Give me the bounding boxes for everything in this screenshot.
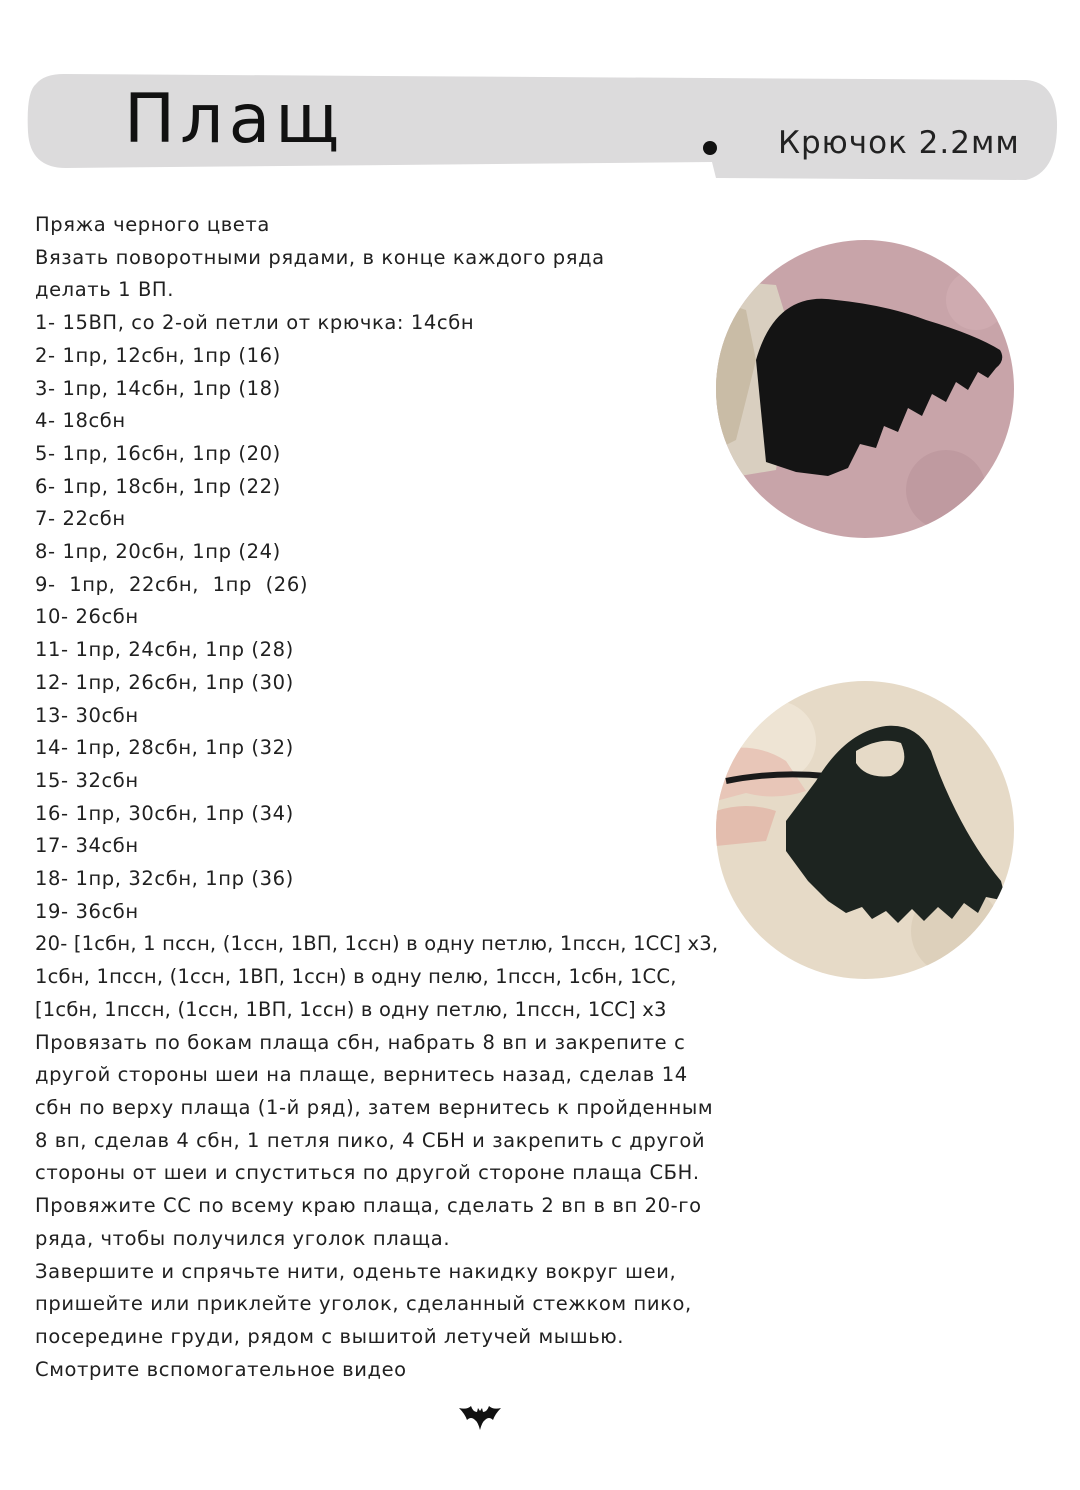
instructions: [35, 209, 719, 1386]
intro-line: Пряжа черного цвета: [35, 213, 270, 236]
row-line: 12- 1пр, 26сбн, 1пр (30): [35, 670, 294, 694]
assembly-paragraph: Завершите и спрячьте нити, оденьте накидку вокруг шеи, пришейте или приклейте уголок, сделанный стежком пико, посередине груди, рядом с вышитой летучей мышью.: [35, 1259, 692, 1348]
row-line: 20- [1сбн, 1 пссн, (1ссн, 1ВП, 1ссн) в одну петлю, 1пссн, 1СС] х3,: [35, 932, 719, 956]
row-line: 1сбн, 1пссн, (1ссн, 1ВП, 1ссн) в одну пелю, 1пссн, 1сбн, 1СС,: [35, 965, 677, 989]
row-line: 7- 22сбн: [35, 507, 126, 531]
row-line: 13- 30сбн: [35, 703, 139, 727]
row-line: 17- 34сбн: [35, 834, 139, 858]
row-line: 10- 26сбн: [35, 605, 139, 629]
row-line: 11- 1пр, 24сбн, 1пр (28): [35, 638, 294, 662]
row-line: 1- 15ВП, со 2-ой петли от крючка: 14сбн: [35, 311, 475, 335]
cape-photo-held: [716, 681, 1014, 979]
row-line: 9- 1пр, 22сбн, 1пр (26): [35, 572, 309, 596]
row-line: 15- 32сбн: [35, 768, 139, 792]
row-line: 19- 36сбн: [35, 899, 139, 923]
cape-photo-flat: [716, 240, 1014, 538]
row-line: 3- 1пр, 14сбн, 1пр (18): [35, 376, 281, 400]
row-line: 14- 1пр, 28сбн, 1пр (32): [35, 736, 294, 760]
page-title: Плащ: [124, 80, 345, 159]
row-line: 18- 1пр, 32сбн, 1пр (36): [35, 867, 294, 891]
video-note: Смотрите вспомогательное видео: [35, 1357, 407, 1381]
row-line: 8- 1пр, 20сбн, 1пр (24): [35, 540, 281, 564]
row-line: [1сбн, 1пссн, (1ссн, 1ВП, 1ссн) в одну петлю, 1пссн, 1СС] х3: [35, 997, 667, 1021]
bat-icon: [459, 1404, 501, 1432]
intro-line: делать 1 ВП.: [35, 278, 174, 302]
intro-line: Вязать поворотными рядами, в конце каждого ряда: [35, 245, 605, 269]
row-line: 6- 1пр, 18сбн, 1пр (22): [35, 474, 281, 498]
finishing-paragraph: Провязать по бокам плаща сбн, набрать 8 вп и закрепите с другой стороны шеи на плаще, вернитесь назад, сделав 14 сбн по верху плаща (1-й ряд), затем вернитесь к пройденным 8 вп, сделав 4 сбн, 1 петля пико, 4 СБН и закрепить с другой стороны от шеи и спуститься по другой стороне плаща СБН. Провяжите СС по всему краю плаща, сделать 2 вп в вп 20-го ряда, чтобы получился уголок плаща.: [35, 1030, 714, 1250]
bullet-icon: [703, 141, 717, 155]
row-line: 4- 18сбн: [35, 409, 126, 433]
hook-size: Крючок 2.2мм: [778, 125, 1020, 161]
row-line: 5- 1пр, 16сбн, 1пр (20): [35, 441, 281, 465]
row-line: 16- 1пр, 30сбн, 1пр (34): [35, 801, 294, 825]
row-line: 2- 1пр, 12сбн, 1пр (16): [35, 343, 281, 367]
